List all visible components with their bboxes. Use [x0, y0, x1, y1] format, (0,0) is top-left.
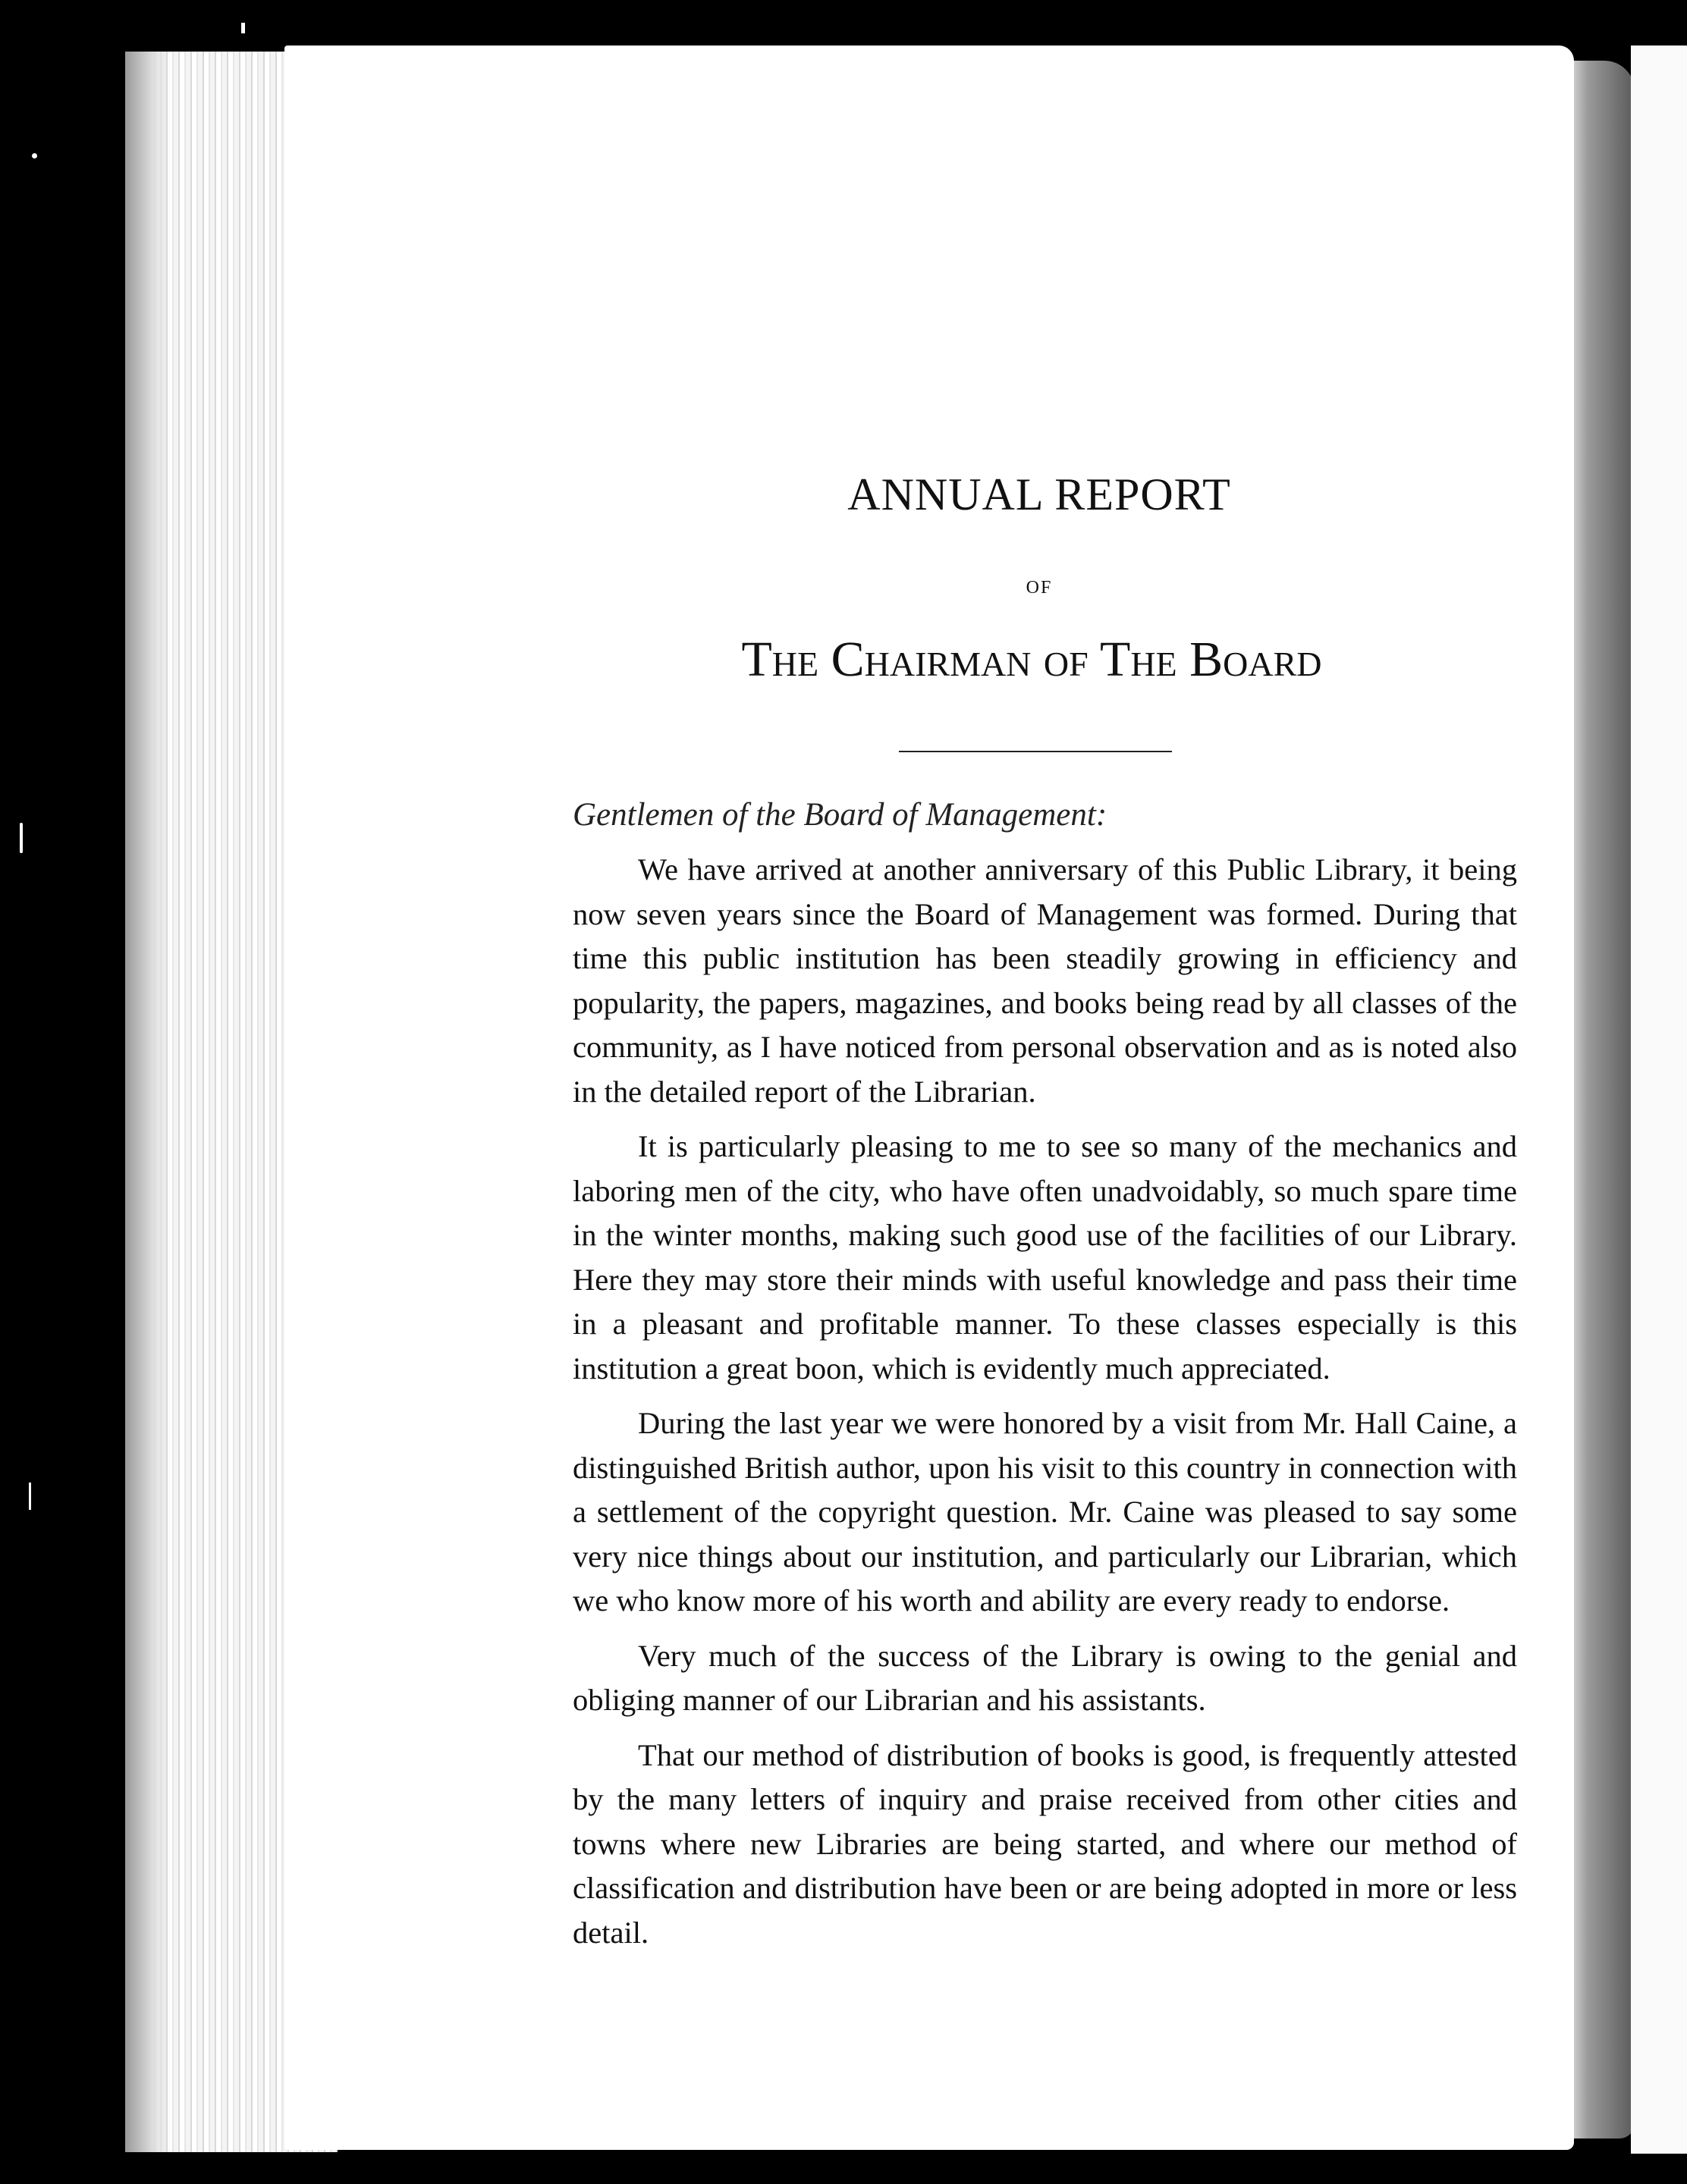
divider-rule	[899, 751, 1172, 752]
scan-speck	[20, 823, 23, 853]
salutation: Gentlemen of the Board of Management:	[573, 797, 1107, 833]
paragraph: That our method of distribution of books is good, is frequently attested by the many letters of inquiry and praise received from other cities and towns where new Libraries are being started, and where our method of classification and distribution have been or are being adopted in more or less detail.	[573, 1737, 1517, 1950]
scan-speck	[29, 1483, 31, 1510]
scan-speck	[32, 153, 37, 158]
report-body	[573, 848, 1517, 1966]
paragraph: During the last year we were honored by a visit from Mr. Hall Caine, a distinguished British author, upon his visit to this country in connection with a settlement of the copyright question. Mr. Caine was pleased to say some very nice things about our institution, and particularly our Librarian, which we who know more of his worth and ability are every ready to endorse.	[573, 1406, 1517, 1618]
adjacent-page-edge	[1631, 46, 1687, 2154]
paragraph: Very much of the success of the Library is owing to the genial and obliging manner of our Librarian and his assistants.	[573, 1638, 1517, 1717]
report-subheading: The Chairman of The Board	[741, 632, 1322, 687]
heading-connector: OF	[1026, 578, 1053, 598]
report-heading: ANNUAL REPORT	[847, 469, 1231, 519]
paragraph: We have arrived at another anniversary of this Public Library, it being now seven years since the Board of Management was formed. During that time this public institution has been steadily growing in efficiency and popularity, the papers, magazines, and books being read by all classes of the community, as I have noticed from personal observation and as is noted also in the detailed report of the Librarian.	[573, 852, 1517, 1109]
scan-speck	[241, 23, 245, 33]
paragraph: It is particularly pleasing to me to see so many of the mechanics and laboring men of the city, who have often unadvoidably, so much spare time in the winter months, making such good use of the facilities of our Library. Here they may store their minds with useful knowledge and pass their time in a pleasant and profitable manner. To these classes especially is this institution a great boon, which is evidently much appreciated.	[573, 1129, 1517, 1385]
